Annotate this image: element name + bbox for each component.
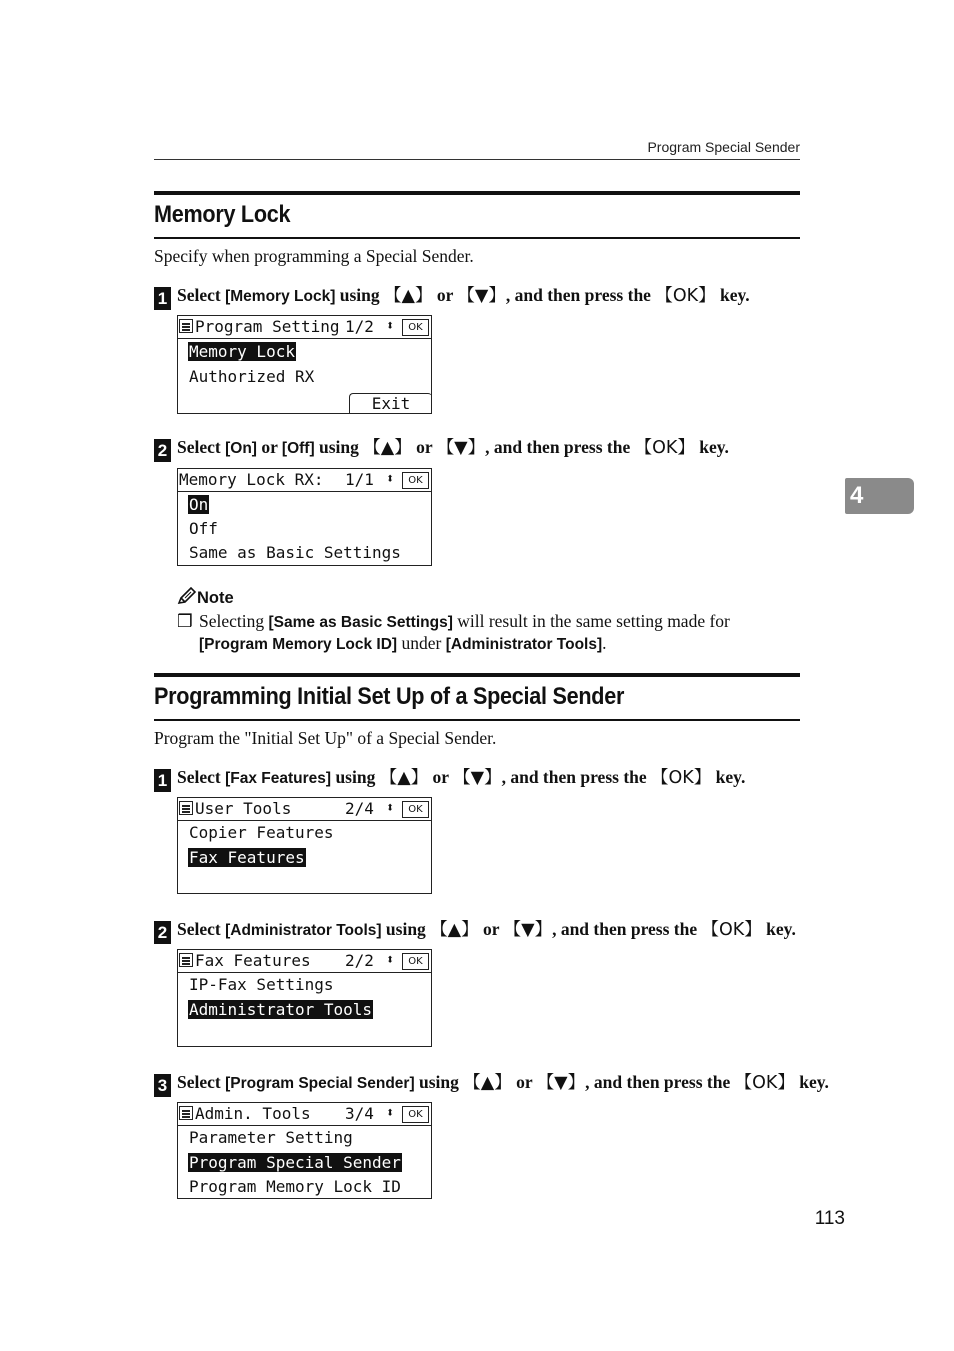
lcd-header [178,950,431,973]
ok-key: 【OK】 [701,920,762,940]
section-title-memory-lock: Memory Lock [154,201,291,228]
header-rule [154,159,800,160]
checkbox-bullet-icon: ❒ [177,611,193,631]
lcd-memory-lock-rx [177,468,432,566]
step-number: 2 [154,921,171,944]
step-number: 2 [154,439,171,462]
updown-arrow-icon: ⬍ [386,1105,395,1121]
updown-arrow-icon: ⬍ [386,471,395,487]
step-number: 1 [154,287,171,310]
lcd-header [178,798,431,821]
exit-softkey[interactable]: Exit [349,393,432,414]
section-rule-top [154,191,800,195]
lcd-header [178,316,431,339]
pencil-icon [177,587,197,605]
key-off: [Off] [281,440,315,457]
lcd-item[interactable]: Parameter Setting [189,1128,353,1147]
ok-icon: OK [402,1106,429,1123]
lcd-item[interactable]: Program Special Sender [189,1153,401,1172]
lcd-item[interactable]: Program Memory Lock ID [189,1177,401,1196]
up-key: 【▲】 [430,920,479,940]
updown-arrow-icon: ⬍ [386,952,395,968]
ok-icon: OK [402,801,429,818]
ok-key: 【OK】 [655,286,716,306]
key-on: [On] [225,440,257,457]
up-key: 【▲】 [363,438,412,458]
ok-key: 【OK】 [634,438,695,458]
step-number: 1 [154,769,171,792]
section-intro: Specify when programming a Special Sender. [154,246,474,266]
up-key: 【▲】 [463,1073,512,1093]
lcd-title: Memory Lock RX: [179,470,324,489]
lcd-item[interactable]: IP-Fax Settings [189,975,334,994]
lcd-fax-features [177,949,432,1047]
lcd-item[interactable]: Administrator Tools [189,1000,373,1019]
lcd-item[interactable]: Memory Lock [189,342,295,361]
ok-key: 【OK】 [651,768,712,788]
lcd-admin-tools [177,1102,432,1199]
ok-key: 【OK】 [734,1073,795,1093]
step-1-instruction: 1 Select [Fax Features] using 【▲】 or 【▼】, and then press the 【OK】 key. [154,764,745,792]
lcd-page: 2/4 [345,799,374,818]
ok-icon: OK [402,319,429,336]
up-key: 【▲】 [379,768,429,788]
lcd-page: 2/2 [345,951,374,970]
key-fax-features: [Fax Features] [225,770,332,787]
ok-icon: OK [402,953,429,970]
key-memory-lock: [Memory Lock] [225,288,336,305]
down-key: 【▼】 [503,920,553,940]
note-item [177,611,800,655]
lcd-page: 1/2 [345,317,374,336]
down-key: 【▼】 [536,1073,586,1093]
down-key: 【▼】 [453,768,502,788]
page-number: 113 [814,1208,845,1229]
menu-icon [179,319,193,333]
section-rule-top [154,673,800,677]
step-1-instruction: 1 Select [Memory Lock] using 【▲】 or 【▼】, and then press the 【OK】 key. [154,282,750,310]
section-rule-bottom [154,719,800,721]
key-program-special-sender: [Program Special Sender] [225,1075,415,1092]
updown-arrow-icon: ⬍ [386,800,395,816]
down-key: 【▼】 [457,286,506,306]
lcd-item[interactable]: Off [189,519,218,538]
lcd-item[interactable]: Same as Basic Settings [189,543,401,562]
step-3-instruction: 3 Select [Program Special Sender] using 【▲】 or 【▼】, and then press the 【OK】 key. [154,1069,829,1097]
down-key: 【▼】 [436,438,486,458]
step-number: 3 [154,1074,171,1097]
lcd-title: Program Setting [195,317,340,336]
lcd-item[interactable]: Authorized RX [189,367,315,386]
menu-icon [179,1106,193,1120]
note-text: Selecting [Same as Basic Settings] will result in the same setting made for [Program Memory Lock ID] under [Administrator Tools]. [199,611,730,653]
lcd-page: 3/4 [345,1104,374,1123]
lcd-header [178,1103,431,1126]
running-header: Program Special Sender [647,139,800,155]
step-2-instruction: 2 Select [Administrator Tools] using 【▲】 or 【▼】, and then press the 【OK】 key. [154,916,796,944]
section-intro: Program the "Initial Set Up" of a Special Sender. [154,728,497,748]
lcd-title: Fax Features [195,951,311,970]
lcd-item[interactable]: Copier Features [189,823,334,842]
lcd-title: Admin. Tools [195,1104,311,1123]
menu-icon [179,801,193,815]
lcd-item[interactable]: On [189,495,209,514]
section-title-initial-setup: Programming Initial Set Up of a Special Sender [154,683,625,710]
lcd-program-setting [177,315,432,414]
key-administrator-tools: [Administrator Tools] [225,922,382,939]
lcd-item[interactable]: Fax Features [189,848,305,867]
lcd-header [178,469,431,492]
step-2-instruction: 2 Select [On] or [Off] using 【▲】 or 【▼】, and then press the 【OK】 key. [154,434,729,462]
updown-arrow-icon: ⬍ [386,318,395,334]
menu-icon [179,953,193,967]
lcd-title: User Tools [195,799,292,818]
section-rule-bottom [154,237,800,239]
note-heading: Note [177,587,234,608]
lcd-page: 1/1 [345,470,374,489]
chapter-tab: 4 [845,478,914,514]
up-key: 【▲】 [384,286,433,306]
lcd-user-tools [177,797,432,894]
ok-icon: OK [402,472,429,489]
